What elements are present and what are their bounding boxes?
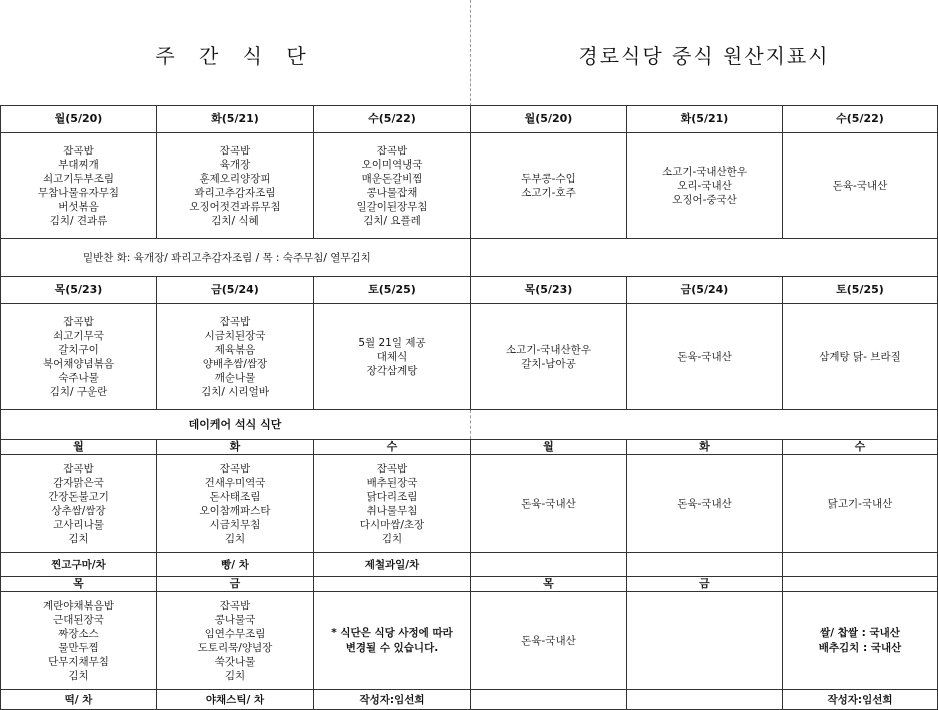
menu-cell: 잡곡밥 시금치된장국 제육볶음 양배추쌈/쌈장 깨순나물 김치/ 시리얼바 <box>157 304 314 410</box>
origin-day-header: 월 <box>471 440 627 455</box>
menu-cell: 잡곡밥 육개장 훈제오리양장피 꽈리고추감자조림 오징어젓견과류무침 김치/ 식혜 <box>157 133 314 239</box>
origin-cell: 돈육-국내산 <box>627 455 783 553</box>
day-header: 수(5/22) <box>314 106 471 133</box>
origin-cell: 돈육-국내산 <box>627 304 783 410</box>
origin-day-header: 목 <box>471 577 627 592</box>
day-header: 화(5/21) <box>157 106 314 133</box>
snack-cell: 찐고구마/차 <box>1 553 157 577</box>
snack-row <box>1 553 938 577</box>
menu-cell: 5월 21일 제공 대체식 장각삼계탕 <box>314 304 471 410</box>
snack-cell: 빵/ 차 <box>157 553 314 577</box>
empty-cell <box>471 239 938 277</box>
week2-header-row <box>1 277 938 304</box>
side-dish-note: 밑반찬 화: 육개장/ 꽈리고추감자조림 / 목 : 숙주무침/ 열무김치 <box>1 239 471 277</box>
author-left: 작성자:임선희 <box>314 690 471 710</box>
snack-row <box>1 690 938 710</box>
day-header: 수 <box>314 440 471 455</box>
origin-day-header: 목(5/23) <box>471 277 627 304</box>
author-right: 작성자:임선희 <box>783 690 938 710</box>
origin-day-header: 월(5/20) <box>471 106 627 133</box>
origin-cell: 소고기-국내산한우 오리-국내산 오징어-중국산 <box>627 133 783 239</box>
origin-cell: 소고기-국내산한우 갈치-남아공 <box>471 304 627 410</box>
day-header: 금(5/24) <box>157 277 314 304</box>
origin-cell: 삼계탕 닭- 브라질 <box>783 304 938 410</box>
page-divider <box>470 0 471 106</box>
menu-cell: 잡곡밥 오이미역냉국 매운돈갈비찜 콩나물잡채 일갈이된장무침 김치/ 요플레 <box>314 133 471 239</box>
menu-change-notice: * 식단은 식당 사정에 따라 변경될 수 있습니다. <box>314 592 471 690</box>
menu-cell: 잡곡밥 쇠고기무국 갈치구이 북어채양념볶음 숙주나물 김치/ 구운란 <box>1 304 157 410</box>
origin-day-header: 화 <box>627 440 783 455</box>
week2-menu-row <box>1 304 938 410</box>
menu-cell: 잡곡밥 배추된장국 닭다리조림 취나물무침 다시마쌈/초장 김치 <box>314 455 471 553</box>
origin-cell: 두부콩-수입 소고기-호주 <box>471 133 627 239</box>
origin-day-header: 토(5/25) <box>783 277 938 304</box>
origin-day-header: 수 <box>783 440 938 455</box>
origin-label-title: 경로식당 중식 원산지표시 <box>578 44 830 68</box>
origin-day-header: 금 <box>627 577 783 592</box>
snack-cell: 제철과일/차 <box>314 553 471 577</box>
weekly-menu-title: 주 간 식 단 <box>155 44 315 68</box>
daycare-menu-row <box>1 592 938 690</box>
origin-cell: 닭고기-국내산 <box>783 455 938 553</box>
menu-cell: 잡곡밥 부대찌개 쇠고기두부조림 무참나물유자무침 버섯볶음 김치/ 견과류 <box>1 133 157 239</box>
day-header: 목 <box>1 577 157 592</box>
snack-cell: 떡/ 차 <box>1 690 157 710</box>
day-header: 월(5/20) <box>1 106 157 133</box>
week1-header-row <box>1 106 938 133</box>
week1-menu-row <box>1 133 938 239</box>
daycare-header-row <box>1 440 938 455</box>
origin-cell: 돈육-국내산 <box>471 592 627 690</box>
day-header: 월 <box>1 440 157 455</box>
menu-cell: 잡곡밥 감자맑은국 간장돈불고기 상추쌈/쌈장 고사리나물 김치 <box>1 455 157 553</box>
menu-cell: 잡곡밥 건새우미역국 돈사태조림 오이참깨파스타 시금치무침 김치 <box>157 455 314 553</box>
menu-cell: 잡곡밥 콩나물국 임연수무조림 도토리묵/양념장 쑥갓나물 김치 <box>157 592 314 690</box>
origin-day-header: 화(5/21) <box>627 106 783 133</box>
rice-kimchi-origin: 쌀/ 찹쌀 : 국내산 배추김치 : 국내산 <box>783 592 938 690</box>
day-header: 금 <box>157 577 314 592</box>
day-header: 토(5/25) <box>314 277 471 304</box>
side-dish-row <box>1 239 938 277</box>
origin-cell: 돈육-국내산 <box>471 455 627 553</box>
origin-cell: 돈육-국내산 <box>783 133 938 239</box>
daycare-header-row <box>1 577 938 592</box>
origin-day-header: 수(5/22) <box>783 106 938 133</box>
menu-table <box>0 105 938 710</box>
menu-cell: 계란야채볶음밥 근대된장국 짜장소스 물만두찜 단무지채무침 김치 <box>1 592 157 690</box>
origin-day-header: 금(5/24) <box>627 277 783 304</box>
day-header: 목(5/23) <box>1 277 157 304</box>
daycare-title: 데이케어 석식 식단 <box>157 410 314 440</box>
day-header: 화 <box>157 440 314 455</box>
daycare-title-row <box>1 410 938 440</box>
daycare-menu-row <box>1 455 938 553</box>
snack-cell: 야채스틱/ 차 <box>157 690 314 710</box>
